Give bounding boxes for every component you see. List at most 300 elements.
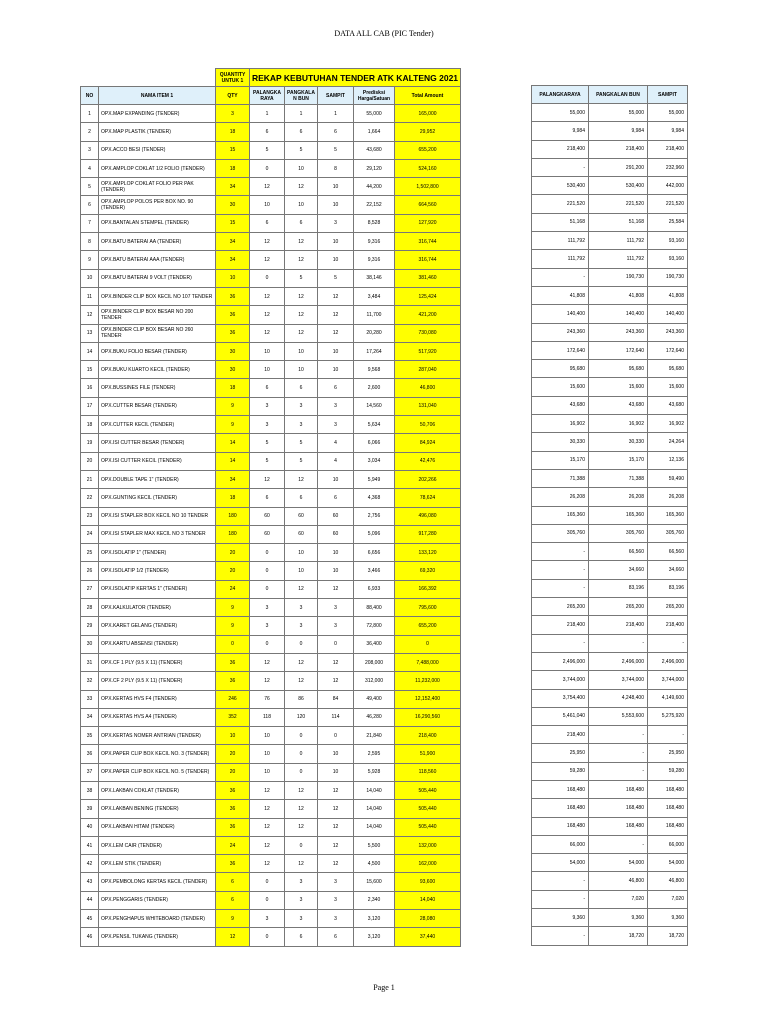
table-row (81, 672, 461, 690)
row-no: 29 (81, 617, 99, 635)
row-palangka: 0 (250, 635, 285, 653)
row-palangkaraya: - (532, 927, 589, 945)
row-qty: 36 (216, 324, 250, 342)
table-row (81, 105, 461, 123)
row-sampit: 3 (318, 617, 354, 635)
row-pangkalan: 0 (285, 635, 318, 653)
table-row (532, 396, 688, 414)
row-no: 21 (81, 470, 99, 488)
row-pangkalan: 60 (285, 507, 318, 525)
row-pangkalan-bun: - (589, 835, 648, 853)
row-sampit-amount: 46,800 (648, 872, 688, 890)
row-total: 132,000 (395, 836, 461, 854)
row-pangkalan-bun: 9,984 (589, 122, 648, 140)
row-sampit-amount: 168,480 (648, 780, 688, 798)
row-pangkalan: 3 (285, 599, 318, 617)
row-sampit-amount: 59,280 (648, 762, 688, 780)
table-row (532, 341, 688, 359)
row-item-name: OPX.BINDER CLIP BOX BESAR NO 260 TENDER (99, 324, 216, 342)
row-total: 29,952 (395, 123, 461, 141)
row-palangkaraya: - (532, 543, 589, 561)
row-pangkalan: 12 (285, 855, 318, 873)
row-item-name: OPX.BATU BATERAI AAA (TENDER) (99, 251, 216, 269)
row-qty: 24 (216, 580, 250, 598)
row-total: 496,080 (395, 507, 461, 525)
row-pangkalan-bun: 165,360 (589, 506, 648, 524)
row-sampit: 0 (318, 727, 354, 745)
row-sampit: 10 (318, 745, 354, 763)
table-row (532, 250, 688, 268)
row-pangkalan-bun: 43,680 (589, 396, 648, 414)
row-sampit-amount: 34,660 (648, 561, 688, 579)
row-total: 118,560 (395, 763, 461, 781)
row-price: 9,316 (354, 251, 395, 269)
row-pangkalan: 12 (285, 672, 318, 690)
row-pangkalan-bun: 221,520 (589, 195, 648, 213)
row-no: 3 (81, 141, 99, 159)
row-qty: 30 (216, 342, 250, 360)
header-sampit-right: SAMPIT (648, 86, 688, 104)
header-palangka: PALANGKA RAYA (250, 87, 285, 105)
header-sampit: SAMPIT (318, 87, 354, 105)
row-pangkalan: 6 (285, 214, 318, 232)
row-item-name: OPX.PENGHAPUS WHITEBOARD (TENDER) (99, 910, 216, 928)
table-row (81, 379, 461, 397)
row-price: 4,368 (354, 489, 395, 507)
row-total: 505,440 (395, 818, 461, 836)
page-footer: Page 1 (373, 983, 395, 992)
row-pangkalan: 1 (285, 105, 318, 123)
row-palangkaraya: 43,680 (532, 396, 589, 414)
row-total: 795,600 (395, 599, 461, 617)
row-qty: 180 (216, 507, 250, 525)
row-item-name: OPX.ISI STAPLER BOX KECIL NO 10 TENDER (99, 507, 216, 525)
row-pangkalan: 86 (285, 690, 318, 708)
row-palangkaraya: 95,680 (532, 360, 589, 378)
row-price: 88,400 (354, 599, 395, 617)
row-sampit-amount: 9,360 (648, 909, 688, 927)
row-palangkaraya: 3,754,400 (532, 689, 589, 707)
row-no: 20 (81, 452, 99, 470)
row-sampit-amount: 18,720 (648, 927, 688, 945)
table-row (81, 470, 461, 488)
row-pangkalan: 12 (285, 818, 318, 836)
row-qty: 6 (216, 873, 250, 891)
table-row (81, 178, 461, 196)
table-row (81, 617, 461, 635)
row-sampit-amount: 243,360 (648, 323, 688, 341)
row-price: 9,568 (354, 361, 395, 379)
row-palangkaraya: 5,461,040 (532, 707, 589, 725)
row-no: 12 (81, 306, 99, 324)
row-sampit-amount: 2,496,000 (648, 652, 688, 670)
row-palangkaraya: 26,208 (532, 488, 589, 506)
row-total: 287,040 (395, 361, 461, 379)
row-pangkalan-bun: 7,020 (589, 890, 648, 908)
row-sampit: 3 (318, 599, 354, 617)
table-row (532, 634, 688, 652)
table-row (81, 635, 461, 653)
table-row (532, 286, 688, 304)
row-sampit-amount: - (648, 726, 688, 744)
table-row (532, 579, 688, 597)
table-row (81, 342, 461, 360)
row-total: 381,460 (395, 269, 461, 287)
row-price: 14,040 (354, 800, 395, 818)
table-row (81, 708, 461, 726)
row-price: 29,120 (354, 159, 395, 177)
row-sampit-amount: 9,984 (648, 122, 688, 140)
row-pangkalan-bun: 26,208 (589, 488, 648, 506)
row-pangkalan: 6 (285, 123, 318, 141)
row-no: 11 (81, 287, 99, 305)
row-item-name: OPX.BATU BATERAI 9 VOLT (TENDER) (99, 269, 216, 287)
row-item-name: OPX.KALKULATOR (TENDER) (99, 599, 216, 617)
row-palangkaraya: 111,792 (532, 232, 589, 250)
row-palangka: 12 (250, 324, 285, 342)
row-pangkalan-bun: - (589, 726, 648, 744)
header-total: Total Amount (395, 87, 461, 105)
row-sampit: 12 (318, 653, 354, 671)
row-pangkalan-bun: 111,792 (589, 232, 648, 250)
row-item-name: OPX.ISOLATIP 1/2 (TENDER) (99, 562, 216, 580)
row-no: 14 (81, 342, 99, 360)
row-pangkalan: 0 (285, 763, 318, 781)
row-price: 11,700 (354, 306, 395, 324)
row-total: 917,280 (395, 525, 461, 543)
row-item-name: OPX.ISI CUTTER KECIL (TENDER) (99, 452, 216, 470)
row-sampit-amount: 54,000 (648, 854, 688, 872)
table-row (81, 123, 461, 141)
row-item-name: OPX.BANTALAN STEMPEL (TENDER) (99, 214, 216, 232)
row-pangkalan-bun: 16,902 (589, 415, 648, 433)
row-palangkaraya: - (532, 268, 589, 286)
row-pangkalan-bun: - (589, 762, 648, 780)
row-price: 3,484 (354, 287, 395, 305)
table-row (532, 890, 688, 908)
row-item-name: OPX.LEM CAIR (TENDER) (99, 836, 216, 854)
row-no: 46 (81, 928, 99, 946)
row-palangkaraya: 218,400 (532, 726, 589, 744)
row-sampit: 1 (318, 105, 354, 123)
row-pangkalan-bun: 172,640 (589, 341, 648, 359)
row-pangkalan-bun: 291,200 (589, 158, 648, 176)
row-item-name: OPX.AMPLOP POLOS PER BOX NO. 90 (TENDER) (99, 196, 216, 214)
table-row (532, 360, 688, 378)
row-total: 42,476 (395, 452, 461, 470)
row-price: 6,933 (354, 580, 395, 598)
row-no: 36 (81, 745, 99, 763)
header-qty: QTY (216, 87, 250, 105)
row-pangkalan-bun: 34,660 (589, 561, 648, 579)
row-item-name: OPX.BINDER CLIP BOX KECIL NO 107 TENDER (99, 287, 216, 305)
table-row (532, 762, 688, 780)
row-item-name: OPX.LAKBAN COKLAT (TENDER) (99, 781, 216, 799)
row-pangkalan-bun: 95,680 (589, 360, 648, 378)
table-row (532, 689, 688, 707)
row-palangkaraya: 265,200 (532, 598, 589, 616)
row-palangka: 3 (250, 617, 285, 635)
row-sampit-amount: 168,480 (648, 799, 688, 817)
row-no: 26 (81, 562, 99, 580)
row-palangka: 12 (250, 233, 285, 251)
row-no: 31 (81, 653, 99, 671)
row-pangkalan-bun: 168,480 (589, 799, 648, 817)
row-sampit-amount: 218,400 (648, 140, 688, 158)
row-no: 17 (81, 397, 99, 415)
row-pangkalan-bun: 41,808 (589, 286, 648, 304)
row-qty: 6 (216, 891, 250, 909)
row-no: 42 (81, 855, 99, 873)
row-sampit: 5 (318, 141, 354, 159)
row-pangkalan-bun: 168,480 (589, 780, 648, 798)
row-qty: 34 (216, 470, 250, 488)
row-palangka: 12 (250, 672, 285, 690)
row-sampit: 60 (318, 525, 354, 543)
row-sampit-amount: 305,760 (648, 524, 688, 542)
table-row (532, 524, 688, 542)
row-palangka: 60 (250, 525, 285, 543)
row-no: 22 (81, 489, 99, 507)
row-price: 5,634 (354, 416, 395, 434)
row-total: 12,152,400 (395, 690, 461, 708)
row-price: 44,200 (354, 178, 395, 196)
row-palangka: 10 (250, 763, 285, 781)
row-pangkalan: 5 (285, 269, 318, 287)
row-sampit-amount: 59,490 (648, 469, 688, 487)
table-row (81, 159, 461, 177)
row-palangkaraya: 2,496,000 (532, 652, 589, 670)
row-item-name: OPX.CUTTER BESAR (TENDER) (99, 397, 216, 415)
row-palangkaraya: 51,168 (532, 213, 589, 231)
row-palangkaraya: 218,400 (532, 616, 589, 634)
row-pangkalan-bun: 4,248,400 (589, 689, 648, 707)
row-sampit: 12 (318, 781, 354, 799)
row-pangkalan-bun: 51,168 (589, 213, 648, 231)
table-row (81, 891, 461, 909)
table-row (532, 122, 688, 140)
table-row (81, 836, 461, 854)
row-palangkaraya: 165,360 (532, 506, 589, 524)
row-palangka: 60 (250, 507, 285, 525)
row-total: 127,920 (395, 214, 461, 232)
row-pangkalan-bun: 305,760 (589, 524, 648, 542)
branch-table (531, 85, 688, 946)
row-sampit: 12 (318, 324, 354, 342)
row-no: 6 (81, 196, 99, 214)
row-palangkaraya: 30,330 (532, 433, 589, 451)
row-qty: 9 (216, 599, 250, 617)
row-palangka: 0 (250, 562, 285, 580)
row-no: 2 (81, 123, 99, 141)
row-pangkalan: 3 (285, 617, 318, 635)
table-row (532, 652, 688, 670)
row-item-name: OPX.MAP PLASTIK (TENDER) (99, 123, 216, 141)
row-item-name: OPX.PEMBOLONG KERTAS KECIL (TENDER) (99, 873, 216, 891)
row-sampit-amount: 66,000 (648, 835, 688, 853)
row-no: 16 (81, 379, 99, 397)
row-sampit: 10 (318, 361, 354, 379)
row-sampit-amount: 221,520 (648, 195, 688, 213)
row-pangkalan-bun: 18,720 (589, 927, 648, 945)
table-row (532, 780, 688, 798)
row-qty: 9 (216, 910, 250, 928)
row-item-name: OPX.PENSIL TUKANG (TENDER) (99, 928, 216, 946)
row-pangkalan: 12 (285, 306, 318, 324)
table-row (81, 544, 461, 562)
row-palangka: 0 (250, 544, 285, 562)
row-total: 421,200 (395, 306, 461, 324)
table-row (81, 507, 461, 525)
row-item-name: OPX.MAP EXPANDING (TENDER) (99, 105, 216, 123)
row-palangka: 0 (250, 891, 285, 909)
row-pangkalan: 3 (285, 873, 318, 891)
row-qty: 18 (216, 489, 250, 507)
row-palangkaraya: 15,600 (532, 378, 589, 396)
table-row (81, 653, 461, 671)
row-pangkalan: 6 (285, 928, 318, 946)
row-pangkalan: 10 (285, 159, 318, 177)
row-total: 505,440 (395, 781, 461, 799)
page-header: DATA ALL CAB (PIC Tender) (334, 29, 434, 38)
row-palangkaraya: 71,388 (532, 469, 589, 487)
row-palangkaraya: 3,744,000 (532, 671, 589, 689)
row-palangka: 12 (250, 818, 285, 836)
row-sampit-amount: 24,264 (648, 433, 688, 451)
table-row (532, 158, 688, 176)
row-sampit: 12 (318, 672, 354, 690)
row-palangkaraya: 243,360 (532, 323, 589, 341)
row-pangkalan: 12 (285, 251, 318, 269)
table-row (81, 141, 461, 159)
table-row (81, 690, 461, 708)
row-price: 72,800 (354, 617, 395, 635)
row-palangkaraya: - (532, 561, 589, 579)
row-qty: 20 (216, 763, 250, 781)
row-item-name: OPX.LAKBAN HITAM (TENDER) (99, 818, 216, 836)
row-sampit-amount: 41,808 (648, 286, 688, 304)
row-palangka: 12 (250, 470, 285, 488)
table-row (81, 233, 461, 251)
row-sampit-amount: 7,020 (648, 890, 688, 908)
row-palangka: 10 (250, 196, 285, 214)
row-no: 8 (81, 233, 99, 251)
row-sampit-amount: 172,640 (648, 341, 688, 359)
row-pangkalan: 10 (285, 196, 318, 214)
row-palangka: 6 (250, 214, 285, 232)
row-sampit: 3 (318, 910, 354, 928)
row-sampit: 12 (318, 836, 354, 854)
row-sampit-amount: 190,730 (648, 268, 688, 286)
row-sampit: 10 (318, 342, 354, 360)
row-qty: 9 (216, 397, 250, 415)
table-row (81, 287, 461, 305)
row-sampit: 114 (318, 708, 354, 726)
row-qty: 18 (216, 123, 250, 141)
row-sampit: 3 (318, 397, 354, 415)
row-palangka: 3 (250, 910, 285, 928)
row-palangka: 0 (250, 159, 285, 177)
row-palangkaraya: 221,520 (532, 195, 589, 213)
row-no: 18 (81, 416, 99, 434)
row-price: 15,600 (354, 873, 395, 891)
row-price: 36,400 (354, 635, 395, 653)
row-item-name: OPX.ISOLATIP KERTAS 1" (TENDER) (99, 580, 216, 598)
row-palangka: 6 (250, 123, 285, 141)
row-palangka: 0 (250, 269, 285, 287)
table-row (532, 671, 688, 689)
row-qty: 14 (216, 452, 250, 470)
row-qty: 15 (216, 141, 250, 159)
row-pangkalan-bun: - (589, 634, 648, 652)
row-pangkalan: 6 (285, 379, 318, 397)
table-row (532, 872, 688, 890)
row-palangkaraya: 9,360 (532, 909, 589, 927)
row-price: 4,500 (354, 855, 395, 873)
row-palangka: 12 (250, 178, 285, 196)
row-sampit-amount: 218,400 (648, 616, 688, 634)
row-qty: 10 (216, 269, 250, 287)
row-price: 55,000 (354, 105, 395, 123)
row-sampit: 10 (318, 178, 354, 196)
row-sampit: 10 (318, 562, 354, 580)
row-sampit: 12 (318, 287, 354, 305)
row-qty: 9 (216, 617, 250, 635)
row-item-name: OPX.KERTAS HVS A4 (TENDER) (99, 708, 216, 726)
row-sampit: 10 (318, 544, 354, 562)
row-sampit-amount: - (648, 634, 688, 652)
row-pangkalan-bun: 190,730 (589, 268, 648, 286)
row-palangka: 12 (250, 781, 285, 799)
row-price: 6,066 (354, 434, 395, 452)
table-row (81, 269, 461, 287)
table-row (81, 361, 461, 379)
row-total: 84,924 (395, 434, 461, 452)
row-item-name: OPX.KARET GELANG (TENDER) (99, 617, 216, 635)
row-price: 9,316 (354, 233, 395, 251)
row-no: 38 (81, 781, 99, 799)
row-sampit-amount: 93,160 (648, 250, 688, 268)
row-total: 131,040 (395, 397, 461, 415)
row-no: 4 (81, 159, 99, 177)
row-pangkalan-bun: 218,400 (589, 616, 648, 634)
row-total: 28,080 (395, 910, 461, 928)
row-palangka: 3 (250, 599, 285, 617)
row-price: 46,280 (354, 708, 395, 726)
row-pangkalan-bun: 3,744,000 (589, 671, 648, 689)
row-palangka: 118 (250, 708, 285, 726)
row-total: 1,502,800 (395, 178, 461, 196)
row-palangkaraya: 25,950 (532, 744, 589, 762)
row-sampit: 6 (318, 379, 354, 397)
table-row (532, 817, 688, 835)
row-sampit-amount: 25,584 (648, 213, 688, 231)
row-item-name: OPX.ISOLATIP 1" (TENDER) (99, 544, 216, 562)
table-row (81, 416, 461, 434)
row-pangkalan: 5 (285, 141, 318, 159)
row-price: 38,146 (354, 269, 395, 287)
row-pangkalan: 12 (285, 324, 318, 342)
row-sampit: 8 (318, 159, 354, 177)
row-price: 1,664 (354, 123, 395, 141)
row-no: 34 (81, 708, 99, 726)
row-no: 27 (81, 580, 99, 598)
row-item-name: OPX.AMPLOP COKLAT FOLIO PER PAK (TENDER) (99, 178, 216, 196)
row-total: 0 (395, 635, 461, 653)
row-sampit: 84 (318, 690, 354, 708)
row-pangkalan: 5 (285, 452, 318, 470)
table-row (81, 525, 461, 543)
